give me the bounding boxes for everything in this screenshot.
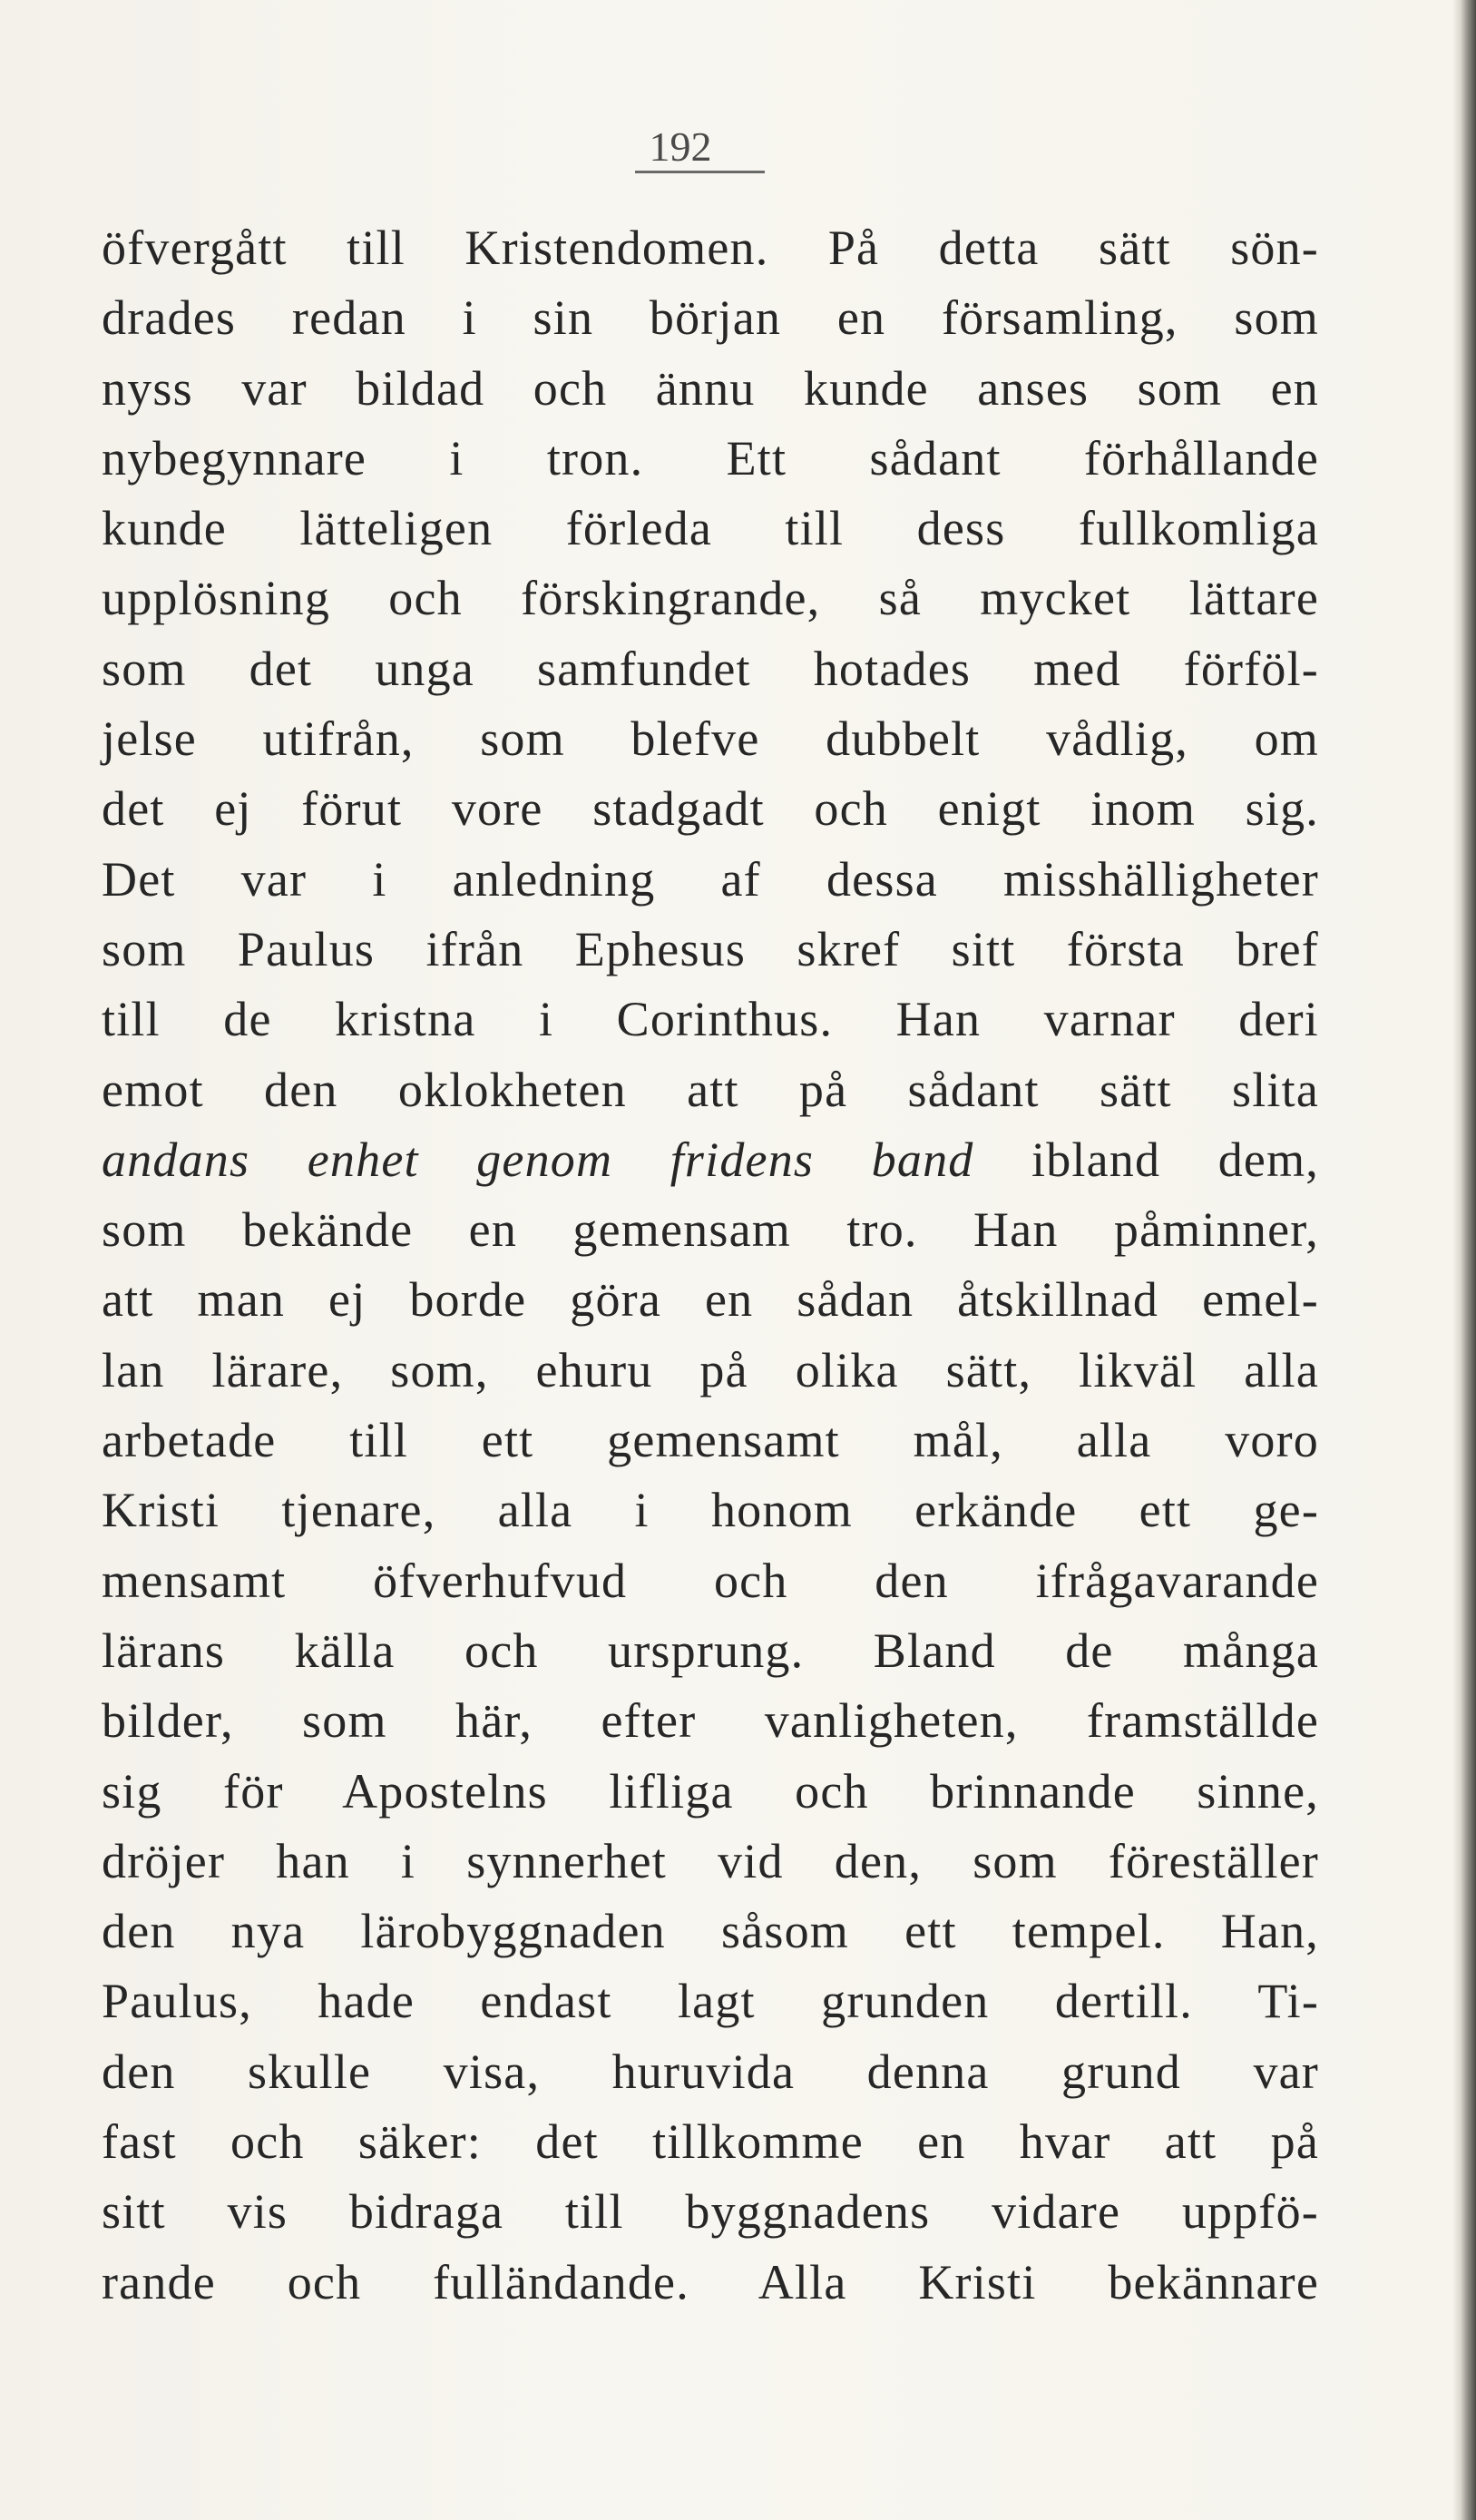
italic-phrase: andans enhet genom fridens band — [102, 1132, 974, 1187]
text-line: drades redan i sin början en församling, som — [102, 290, 1319, 346]
body-text — [102, 213, 1319, 2318]
text-line: till de kristna i Corinthus. Han varnar deri — [102, 992, 1319, 1047]
text-line: lärans källa och ursprung. Bland de många — [102, 1623, 1319, 1678]
text-line: som Paulus ifrån Ephesus skref sitt första bref — [102, 921, 1319, 976]
text-line: rande och fulländande. Alla Kristi bekännare — [102, 2254, 1319, 2309]
text-line: kunde lätteligen förleda till dess fullkomliga — [102, 501, 1319, 556]
text-line: den nya lärobyggnaden såsom ett tempel. Han, — [102, 1904, 1319, 1959]
text-line-rest: ibland dem, — [973, 1132, 1319, 1187]
header-rule — [635, 171, 765, 173]
text-line: upplösning och förskingrande, så mycket lättare — [102, 571, 1319, 626]
text-line: det ej förut vore stadgadt och enigt inom sig. — [102, 781, 1319, 837]
text-line: bilder, som här, efter vanligheten, framställde — [102, 1693, 1319, 1749]
text-line: Paulus, hade endast lagt grunden dertill. Ti- — [102, 1974, 1319, 2029]
page-edge-shadow — [1452, 0, 1476, 2520]
text-line: den skulle visa, huruvida denna grund var — [102, 2044, 1319, 2099]
text-line: jelse utifrån, som blefve dubbelt vådlig, om — [102, 711, 1319, 767]
text-line: mensamt öfverhufvud och den ifrågavarande — [102, 1553, 1319, 1608]
text-line: lan lärare, som, ehuru på olika sätt, likväl alla — [102, 1342, 1319, 1397]
page-number: 192 — [649, 123, 712, 170]
text-line: som bekände en gemensam tro. Han påminner, — [102, 1202, 1319, 1258]
text-line: arbetade till ett gemensamt mål, alla voro — [102, 1413, 1319, 1468]
text-line: Det var i anledning af dessa misshälligheter — [102, 851, 1319, 907]
text-line-italic-phrase — [102, 1125, 1319, 1195]
text-line: öfvergått till Kristendomen. På detta sätt sön- — [102, 221, 1319, 275]
text-line: sitt vis bidraga till byggnadens vidare uppfö- — [102, 2184, 1319, 2240]
text-line: att man ej borde göra en sådan åtskillnad emel- — [102, 1272, 1319, 1328]
text-line: Kristi tjenare, alla i honom erkände ett ge- — [102, 1483, 1319, 1538]
text-line: fast och säker: det tillkomme en hvar att på — [102, 2114, 1319, 2170]
text-line: sig för Apostelns lifliga och brinnande sinne, — [102, 1763, 1319, 1819]
text-line: som det unga samfundet hotades med förföl- — [102, 641, 1319, 696]
text-line: nybegynnare i tron. Ett sådant förhållande — [102, 430, 1319, 485]
text-line: dröjer han i synnerhet vid den, som föreställer — [102, 1833, 1319, 1888]
text-line: nyss var bildad och ännu kunde anses som en — [102, 360, 1319, 416]
text-line: emot den oklokheten att på sådant sätt slita — [102, 1062, 1319, 1117]
